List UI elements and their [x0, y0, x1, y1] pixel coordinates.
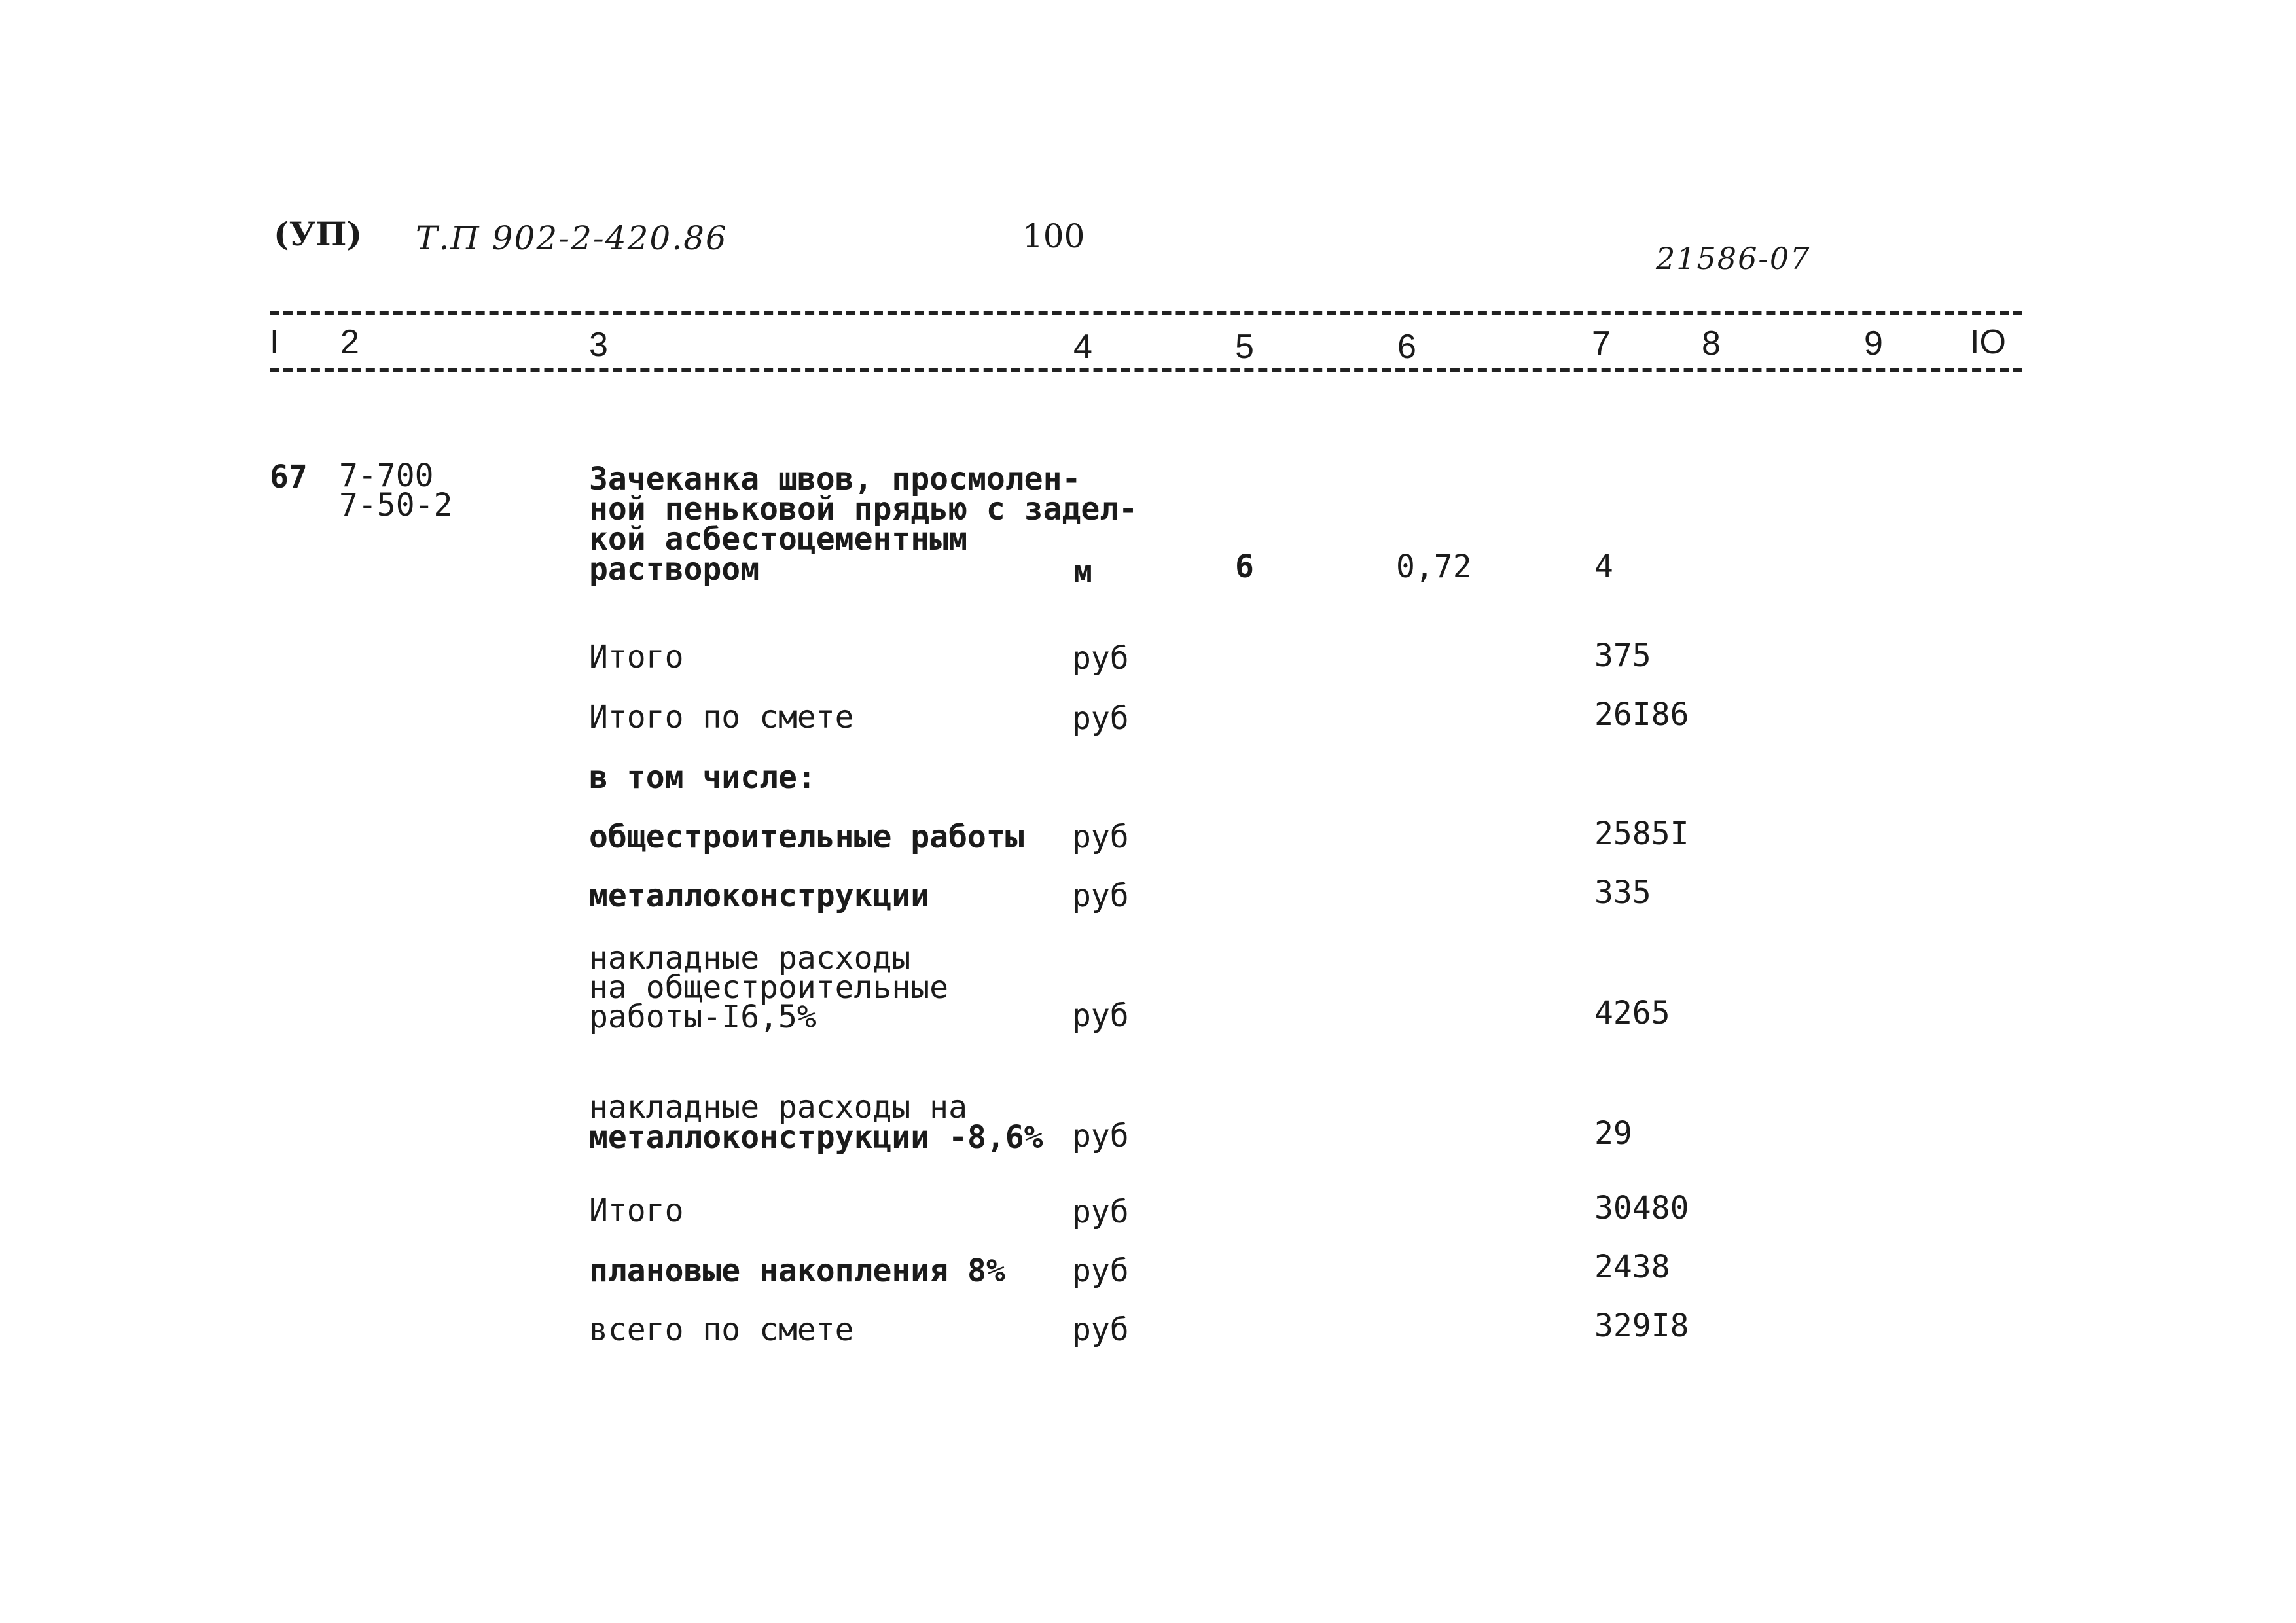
- summary-label-estimate-total: Итого по смете: [589, 699, 854, 736]
- inventory-number: 21586-07: [1656, 241, 1811, 276]
- summary-value-overhead-general: 4265: [1594, 995, 1670, 1031]
- column-number-10: IO: [1970, 323, 2006, 361]
- summary-unit-grand-total: руб: [1072, 1311, 1129, 1348]
- summary-label-overhead-metal-line-1: накладные расходы на: [589, 1089, 967, 1126]
- entry-number: 67: [270, 459, 308, 495]
- summary-value-estimate-total: 26I86: [1594, 696, 1689, 733]
- summary-unit-total: руб: [1072, 1194, 1129, 1230]
- summary-label-overhead-general-line-3: работы-I6,5%: [589, 999, 816, 1035]
- entry-price: 0,72: [1396, 548, 1472, 585]
- summary-label-planned-savings: плановые накопления 8%: [589, 1253, 1005, 1289]
- entry-description-line-2: ной пеньковой прядью с задел-: [589, 491, 1138, 527]
- document-code: Т.П 902-2-420.86: [416, 219, 728, 257]
- summary-value-planned-savings: 2438: [1594, 1249, 1670, 1285]
- summary-unit-overhead-general: руб: [1072, 997, 1129, 1034]
- entry-description-line-1: Зачеканка швов, просмолен-: [589, 461, 1081, 497]
- summary-unit-overhead-metal: руб: [1072, 1118, 1129, 1154]
- column-number-2: 2: [340, 323, 359, 361]
- summary-label-overhead-general-line-1: накладные расходы: [589, 940, 911, 976]
- column-number-9: 9: [1864, 325, 1883, 363]
- column-number-5: 5: [1235, 328, 1254, 366]
- summary-unit-planned-savings: руб: [1072, 1253, 1129, 1289]
- column-number-6: 6: [1397, 328, 1416, 366]
- page-number: 100: [1022, 217, 1085, 255]
- entry-description-line-3: кой асбестоцементным: [589, 521, 967, 558]
- section-mark: (УП): [274, 215, 363, 253]
- summary-label-including: в том числе:: [589, 759, 816, 796]
- summary-label-overhead-general-line-2: на общестроительные: [589, 969, 949, 1006]
- summary-label-metal-structures: металлоконструкции: [589, 878, 930, 914]
- summary-value-general-construction: 2585I: [1594, 815, 1689, 852]
- entry-cost: 4: [1594, 548, 1613, 585]
- column-number-1: I: [270, 323, 279, 361]
- summary-value-subtotal: 375: [1594, 637, 1651, 674]
- column-number-7: 7: [1592, 325, 1611, 363]
- column-number-8: 8: [1702, 325, 1721, 363]
- summary-value-grand-total: 329I8: [1594, 1308, 1689, 1344]
- summary-value-overhead-metal: 29: [1594, 1115, 1632, 1152]
- summary-label-overhead-metal-line-2: металлоконструкции -8,6%: [589, 1119, 1043, 1156]
- summary-label-grand-total: всего по смете: [589, 1311, 854, 1348]
- entry-code-line-2: 7-50-2: [339, 487, 453, 524]
- summary-value-total: 30480: [1594, 1190, 1689, 1226]
- entry-unit: м: [1073, 554, 1092, 590]
- column-number-4: 4: [1073, 328, 1092, 366]
- bottom-rule: [270, 368, 2022, 372]
- summary-label-subtotal: Итого: [589, 639, 684, 675]
- entry-code-line-1: 7-700: [339, 457, 434, 494]
- top-rule: [270, 311, 2022, 315]
- summary-unit-subtotal: руб: [1072, 640, 1129, 677]
- summary-unit-general-construction: руб: [1072, 819, 1129, 855]
- summary-label-general-construction: общестроительные работы: [589, 819, 1024, 855]
- entry-quantity: 6: [1235, 548, 1254, 585]
- column-number-3: 3: [589, 326, 608, 364]
- summary-label-total: Итого: [589, 1192, 684, 1229]
- summary-unit-estimate-total: руб: [1072, 700, 1129, 737]
- summary-unit-metal-structures: руб: [1072, 878, 1129, 914]
- summary-value-metal-structures: 335: [1594, 874, 1651, 911]
- entry-description-line-4: раствором: [589, 551, 760, 588]
